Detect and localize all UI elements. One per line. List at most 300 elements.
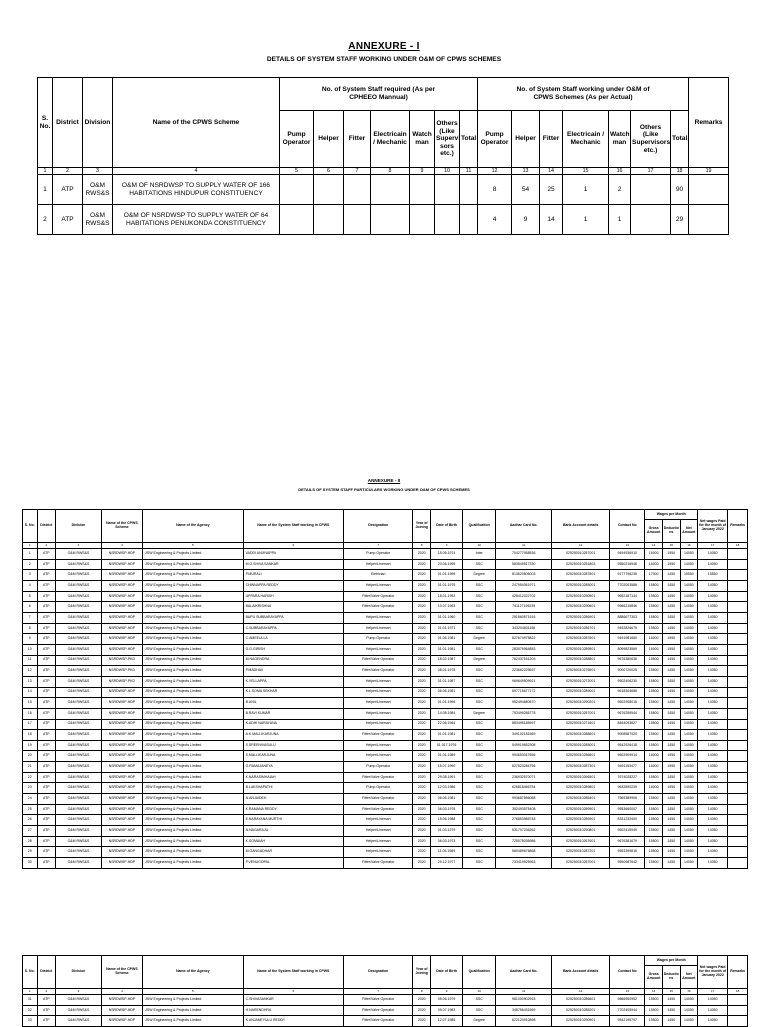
cell-gross: 15500 [645,794,663,805]
cell-remarks [728,612,748,623]
cell-division: O&M RWS&S [56,995,102,1006]
cell-remarks [728,559,748,570]
header-act-electrician: Electricain / Mechanic [563,111,609,168]
col-num: 13 [512,168,540,175]
cell-dob: 01.01.1996 [431,698,463,709]
cell-sno: 31 [23,995,38,1006]
cell-scheme: NSRDWSP-HDP [101,612,142,623]
cell-paid: 14050 [698,687,728,698]
cell-ded: 1450 [662,794,680,805]
cell-net: 14050 [680,549,698,560]
cell-remarks [728,847,748,858]
cell-gross: 15500 [645,1005,663,1016]
cell-name: P.MURALI [243,570,343,581]
cell-aadhar: 753499286778 [496,708,552,719]
cell-contact: 7702003586 [610,580,645,591]
cell-division: O&M RWS&S [56,783,102,794]
header-scheme: Name of the CPWS Scheme [113,78,280,168]
cell-contact: 9177796235 [610,570,645,581]
cell-agency: JSW Engineering & Projects Limited [143,644,243,655]
cell-district: ATP [37,687,56,698]
cell-bank: 025250010290801 [552,826,610,837]
annexure-2-subtitle: DETAILS OF SYSTEM STAFF PARTICULARS WORKING UNDER O&M OF CPWS SCHEMES [298,487,470,492]
cell-aadhar: 883495185997 [496,719,552,730]
cell-agency: JSW Engineering & Projects Limited [143,719,243,730]
cell-aadhar: 343204631156 [496,623,552,634]
cell-district: ATP [37,1005,56,1016]
cell-sno: 1 [23,549,38,560]
cell-district: ATP [37,762,56,773]
cell-contact: 9676381679 [610,836,645,847]
cell-aadhar: 704277958536 [496,549,552,560]
cell-bank: 025250010287301 [552,762,610,773]
cell-division: O&M RWS&S [56,804,102,815]
cell-division: O&M RWS&S [56,580,102,591]
cell-paid: 14050 [698,995,728,1006]
cell-agency: JSW Engineering & Projects Limited [143,730,243,741]
cell-paid: 14050 [698,815,728,826]
cell-paid: 14050 [698,740,728,751]
cell-qual: SSC [463,740,496,751]
cell-gross: 15500 [645,858,663,869]
cell-ded: 1950 [662,751,680,762]
cell-designation: Pump Operator [344,762,413,773]
cell-net: 14050 [680,1005,698,1016]
cell-dob: 01.03.1979 [431,826,463,837]
cell-gross: 15500 [645,666,663,677]
cell-district: ATP [37,719,56,730]
cell-dob: 06.03.1973 [431,836,463,847]
cell-dob: 01.01.1989 [431,751,463,762]
col-num: 12 [478,168,512,175]
cell-agency: JSW Engineering & Projects Limited [143,1005,243,1016]
cell-ded: 1450 [662,623,680,634]
hdr-wages: Wages per Month [645,956,698,966]
hdr-contact: Contact No [610,510,645,543]
cell-agency: JSW Engineering & Projects Limited [143,740,243,751]
cell-year: 2020 [413,698,431,709]
cell-act-fitter: 14 [540,205,563,235]
col-num: 14 [645,989,663,995]
col-num: 6 [243,989,343,995]
cell-remarks [728,580,748,591]
cell-qual: SSC [463,783,496,794]
cell-contact: 9494936910 [610,549,645,560]
cell-year: 2020 [413,602,431,613]
cell-agency: JSW Engineering & Projects Limited [143,612,243,623]
annexure-1-table [37,77,729,235]
cell-paid: 14050 [698,1005,728,1016]
cell-year: 2020 [413,655,431,666]
cell-designation: Helper/Lineman [344,751,413,762]
cell-sno: 26 [23,815,38,826]
col-num: 1 [23,543,38,549]
hdr-staff: Name of the System Staff working in CPWS [243,510,343,543]
cell-aadhar: 352493575408 [496,804,552,815]
cell-agency: JSW Engineering & Projects Limited [143,708,243,719]
cell-ded: 1450 [662,655,680,666]
cell-year: 2020 [413,826,431,837]
cell-sno: 2 [38,205,53,235]
cell-scheme: NSRDWSP-HDP [101,580,142,591]
table-row [38,175,729,205]
header-req-pump: Pump Operator [280,111,314,168]
cell-bank: 025250010289501 [552,644,610,655]
cell-paid: 14050 [698,676,728,687]
cell-contact: 9000720025 [610,666,645,677]
cell-contact: 7569389906 [610,794,645,805]
table-row [23,847,748,858]
cell-net: 14050 [680,751,698,762]
cell-bank: 025250010290201 [552,698,610,709]
hdr-agency: Name of the Agency [143,510,243,543]
col-num: 16 [680,989,698,995]
cell-agency: JSW Engineering & Projects Limited [143,826,243,837]
cell-scheme: NSRDWSP-HDP [101,847,142,858]
cell-empty [371,175,410,205]
cell-ded: 1950 [662,644,680,655]
cell-qual: SSC [463,836,496,847]
cell-paid: 14050 [698,730,728,741]
table-row [23,708,748,719]
cell-district: ATP [37,783,56,794]
cell-agency: JSW Engineering & Projects Limited [143,698,243,709]
cell-designation: Pump Operator [344,549,413,560]
cell-bank: 025250010287801 [552,570,610,581]
cell-qual: Degree [463,655,496,666]
cell-name: B.RAVI KUMAR [243,708,343,719]
cell-net: 14050 [680,815,698,826]
cell-net: 14050 [680,995,698,1006]
col-num: 7 [344,168,371,175]
cell-name: P.VENUGOPAL [243,858,343,869]
cell-contact: 8099823569 [610,644,645,655]
cell-paid: 14050 [698,794,728,805]
cell-year: 2020 [413,676,431,687]
cell-ded: 1450 [662,826,680,837]
col-num: 6 [314,168,344,175]
table-row [23,591,748,602]
cell-bank: 025250010286601 [552,995,610,1006]
cell-net: 14050 [680,698,698,709]
cell-aadhar: 822124910898 [496,1016,552,1027]
cell-scheme: NSRDWSP-HDP [101,772,142,783]
cell-gross: 15500 [645,740,663,751]
cell-net: 14050 [680,730,698,741]
col-num: 3 [83,168,113,175]
cell-paid: 14050 [698,580,728,591]
column-number-row [38,168,729,175]
cell-scheme: NSRDWSP-HDP [101,698,142,709]
col-num: 15 [662,989,680,995]
cell-division: O&M RWS&S [56,634,102,645]
cell-ded: 1450 [662,815,680,826]
hdr-gross: Gross Amount [645,520,663,543]
cell-sno: 2 [23,559,38,570]
cell-aadhar: 223662225697 [496,666,552,677]
cell-aadhar: 969649509921 [496,676,552,687]
cell-sno: 6 [23,602,38,613]
cell-gross: 15500 [645,655,663,666]
cell-sno: 28 [23,836,38,847]
hdr-net: Net Amount [680,966,698,989]
cell-sno: 23 [23,783,38,794]
cell-district: ATP [37,815,56,826]
cell-sno: 15 [23,698,38,709]
cell-designation: Fitter/Valve Operator [344,730,413,741]
cell-contact: 9553660007 [610,804,645,815]
cell-agency: JSW Engineering & Projects Limited [143,794,243,805]
hdr-year: Year of Joining [413,956,431,989]
cell-net: 14050 [680,612,698,623]
cell-district: ATP [37,751,56,762]
table-row [23,1005,748,1016]
cell-scheme: NSRDWSP-HDP [101,570,142,581]
cell-designation: Helper/Lineman [344,623,413,634]
cell-ded: 1450 [662,740,680,751]
cell-bank: 025250010285401 [552,794,610,805]
table-row [23,730,748,741]
cell-scheme: NSRDWSP-HDP [101,559,142,570]
cell-agency: JSW Engineering & Projects Limited [143,783,243,794]
cell-bank: 025250010256601 [552,751,610,762]
cell-scheme: NSRDWSP-HDP [101,794,142,805]
cell-designation: Helper/Lineman [344,847,413,858]
cell-dob: 14.08.1984 [431,708,463,719]
cell-contact: 9966215846 [610,602,645,613]
hdr-designation: Designation [344,956,413,989]
cell-bank: 025250010289901 [552,804,610,815]
col-num: 12 [552,989,610,995]
cell-contact: 7702405944 [610,1005,645,1016]
cell-qual: SSC [463,698,496,709]
cell-remarks [728,687,748,698]
cell-dob: 08.01.1978 [431,666,463,677]
cell-district: ATP [37,804,56,815]
cell-sno: 16 [23,708,38,719]
cell-district: ATP [37,772,56,783]
cell-designation: Fitter/Valve Operator [344,1005,413,1016]
cell-contact: 9550216946 [610,559,645,570]
cell-name: K.L.SOMA SEKHAR [243,687,343,698]
cell-bank: 025250010290901 [552,1016,610,1027]
cell-remarks [728,549,748,560]
hdr-remarks: Remarks [728,956,748,989]
col-num: 18 [728,989,748,995]
col-num: 13 [610,543,645,549]
cell-aadhar: 994653047656 [496,751,552,762]
cell-aadhar: 281860571516 [496,612,552,623]
cell-ded: 1950 [662,634,680,645]
cell-name: C.SHIVASANKAR [243,995,343,1006]
col-num: 17 [698,989,728,995]
cell-agency: JSW Engineering & Projects Limited [143,836,243,847]
cell-paid: 14050 [698,634,728,645]
col-num: 5 [280,168,314,175]
cell-sno: 13 [23,676,38,687]
cell-district: ATP [37,794,56,805]
cell-division: O&M RWS&S [56,815,102,826]
table-row [23,549,748,560]
cell-gross: 15500 [645,602,663,613]
cell-scheme: NSRDWSP-HDP [101,708,142,719]
hdr-scheme: Name of the CPWS Scheme [101,956,142,989]
cell-division: O&M RWS&S [83,175,113,205]
cell-ded: 1450 [662,858,680,869]
cell-empty [460,205,478,235]
cell-contact: 9542926418 [610,740,645,751]
cell-division: O&M RWS&S [56,612,102,623]
hdr-dob: Date of Birth [431,956,463,989]
hdr-aadhar: Aadhar Card No. [496,510,552,543]
cell-contact: 9908587920 [610,730,645,741]
cell-district: ATP [37,634,56,645]
cell-qual: SSC [463,730,496,741]
cell-agency: JSW Engineering & Projects Limited [143,762,243,773]
header-division: Division [83,78,113,168]
cell-aadhar: 247954061971 [496,580,552,591]
cell-remarks [728,762,748,773]
cell-net: 14050 [680,1016,698,1027]
cell-district: ATP [37,549,56,560]
cell-bank: 025250010288801 [552,655,610,666]
cell-remarks [689,175,729,205]
cell-paid: 14050 [698,762,728,773]
cell-ded: 1450 [662,708,680,719]
hdr-bank: Bank Account details [552,956,610,989]
cell-designation: Fitter/Valve Operator [344,655,413,666]
cell-gross: 15500 [645,995,663,1006]
cell-net: 14050 [680,847,698,858]
cell-remarks [728,751,748,762]
table-row [23,623,748,634]
cell-qual: SSC [463,826,496,837]
cell-remarks [728,826,748,837]
cell-bank: 025250010267601 [552,836,610,847]
cell-net: 14050 [680,794,698,805]
cell-division: O&M RWS&S [56,549,102,560]
cell-paid: 14050 [698,847,728,858]
header-act-watchman: Watch man [609,111,631,168]
cell-designation: Helper/Lineman [344,612,413,623]
cell-remarks [728,772,748,783]
col-num: 19 [689,168,729,175]
cell-contact: 9632890239 [610,783,645,794]
cell-dob: 12.03.1986 [431,783,463,794]
col-num: 6 [243,543,343,549]
cell-designation: Pump Operator [344,783,413,794]
cell-gross: 15500 [645,591,663,602]
cell-sno: 29 [23,847,38,858]
cell-sno: 20 [23,751,38,762]
table-row [23,698,748,709]
annexure-1-title: ANNEXURE - I [348,41,420,52]
cell-year: 2020 [413,772,431,783]
cell-remarks [728,570,748,581]
cell-year: 2020 [413,591,431,602]
cell-contact: 9502406230 [610,676,645,687]
cell-sno: 33 [23,1016,38,1027]
cell-year: 2020 [413,549,431,560]
cell-district: ATP [37,676,56,687]
cell-aadhar: 276853985748 [496,815,552,826]
cell-scheme: NSRDWSP-HDP [101,719,142,730]
cell-act-watch: 2 [609,175,631,205]
cell-name: G.RAMAJANEYA [243,762,343,773]
cell-act-watch: 1 [609,205,631,235]
cell-year: 2020 [413,751,431,762]
table-row [23,644,748,655]
cell-net: 14050 [680,591,698,602]
header-act-helper: Helper [512,111,540,168]
cell-qual: SSC [463,804,496,815]
hdr-gross: Gross Amount [645,966,663,989]
col-num: 4 [113,168,280,175]
hdr-aadhar: Aadhar Card No. [496,956,552,989]
cell-district: ATP [37,591,56,602]
cell-name: S.MALLIKARJUNA [243,751,343,762]
cell-dob: 01.01.1981 [431,644,463,655]
cell-remarks [728,783,748,794]
cell-qual: SSC [463,751,496,762]
cell-name: N.ANJAIDEH [243,794,343,805]
cell-qual: SSC [463,559,496,570]
cell-division: O&M RWS&S [56,708,102,719]
cell-bank: 025250010251803 [552,559,610,570]
cell-remarks [728,836,748,847]
col-num: 17 [698,543,728,549]
cell-district: ATP [37,836,56,847]
cell-act-pump: 8 [478,175,512,205]
cell-contact: 9491153477 [610,762,645,773]
cell-aadhar: 531707236262 [496,826,552,837]
cell-name: C.SUBBARAYAPPA [243,623,343,634]
cell-remarks [728,794,748,805]
cell-act-others [631,175,671,205]
cell-district: ATP [37,559,56,570]
cell-year: 2020 [413,836,431,847]
cell-sno: 1 [38,175,53,205]
header-req-watchman: Watch man [410,111,435,168]
cell-name: H.NARENDHRA [243,1005,343,1016]
cell-net: 14050 [680,740,698,751]
cell-net: 14050 [680,783,698,794]
cell-contact: 9866950952 [610,995,645,1006]
cell-paid: 14050 [698,559,728,570]
cell-gross: 17000 [645,570,663,581]
cell-qual: SSC [463,815,496,826]
cell-scheme: NSRDWSP-HDP [101,783,142,794]
cell-designation: Helper/Lineman [344,559,413,570]
cell-sno: 22 [23,772,38,783]
cell-ded: 1450 [662,772,680,783]
hdr-scheme: Name of the CPWS Scheme [101,510,142,543]
cell-aadhar: 981000902915 [496,995,552,1006]
cell-name: M.GANGADHAR [243,847,343,858]
cell-district: ATP [37,1016,56,1027]
cell-aadhar: 762437161203 [496,655,552,666]
cell-remarks [728,623,748,634]
cell-name: K.NARASIMHAIAH [243,772,343,783]
cell-qual: SSC [463,591,496,602]
cell-dob: 29.12.1977 [431,858,463,869]
col-num: 7 [344,543,413,549]
cell-division: O&M RWS&S [56,698,102,709]
cell-aadhar: 348756431569 [496,1005,552,1016]
cell-paid: 14050 [698,751,728,762]
header-req-total: Total [460,111,478,168]
annexure-2-title: ANNEXURE - II [367,478,401,483]
